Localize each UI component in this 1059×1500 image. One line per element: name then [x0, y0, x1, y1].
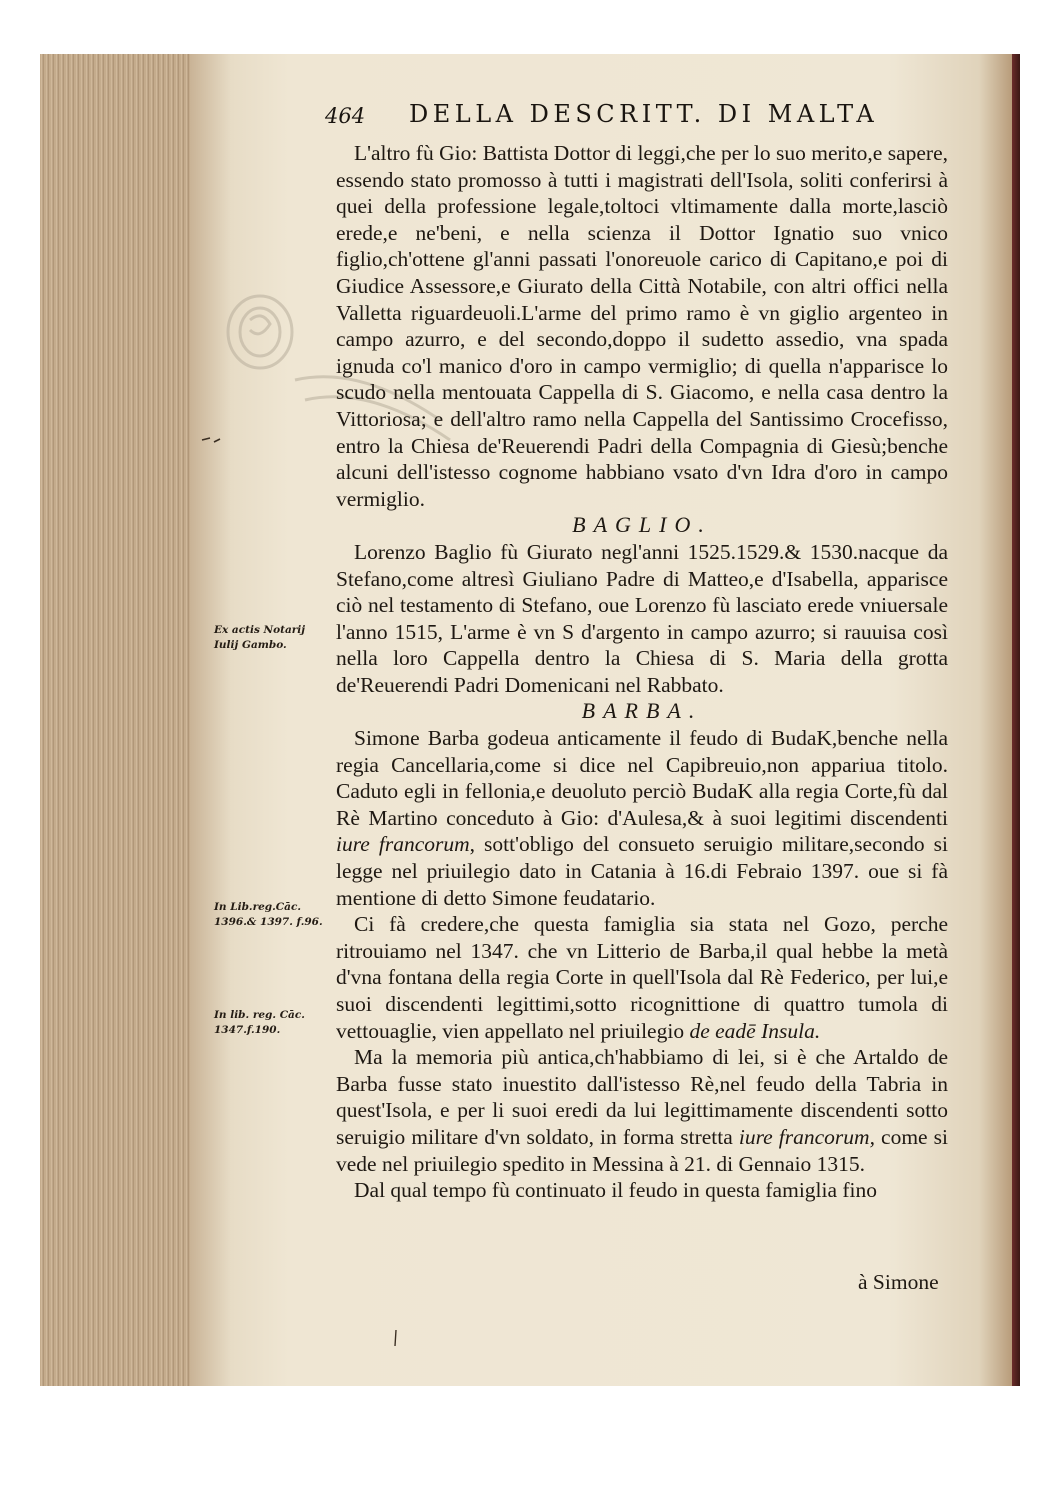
main-text: [336, 140, 948, 1204]
page-edges: [40, 54, 190, 1386]
paragraph-artaldo: [336, 1044, 948, 1177]
running-head: [325, 96, 925, 136]
pen-mark: [390, 1328, 402, 1350]
paragraph-lorenzo-baglio: Lorenzo Baglio fù Giurato negl'anni 1525.1529.& 1530.nacque da Stefano,come altresì Giuliano Padre di Matteo,e d'Isabella, apparisce ciò nel testamento di Stefano, oue Lorenzo fù lasciato erede vniuersale l'anno 1515, L'arme è vn S d'argento in campo azurro; si rauuisa così nella loro Cappella dentro la Chiesa di S. Maria della grotta de'Reuerendi Padri Domenicani nel Rabbato.: [336, 539, 948, 697]
running-title: DELLA DESCRITT. DI MALTA: [409, 100, 879, 128]
pen-mark: [200, 430, 230, 450]
margin-note: In Lib.reg.Cāc. 1396.& 1397. f.96.: [214, 901, 323, 928]
page-number: 464: [325, 104, 366, 128]
book-cover-edge: [1012, 54, 1020, 1386]
paragraph-gio-battista: L'altro fù Gio: Battista Dottor di leggi,che per lo suo merito,e sapere, essendo stato promosso à tutti i magistrati dell'Isola, soliti conferirsi à quei della professione legale,toltoci vltimamente dalla morte,lasciò erede,e ne'beni, e nella scienza il Dottor Ignatio suo vnico figlio,ch'ottene gl'anni passati l'onoreuole carico di Capitano,e poi di Giudice Assessore,e Giurato della Città Notabile, con altri offici nella Valletta riguardeuoli.L'arme del primo ramo è vn giglio argenteo in campo azurro, e del secondo,doppo il sudetto assedio, vna spada ignuda co'l manico d'oro in campo vermiglio; di quella n'apparisce lo scudo nella mentouata Cappella di S. Giacomo, e nella casa dentro la Vittoriosa; e dell'altro ramo nella Cappella del Santissimo Crocefisso, entro la Chiesa de'Reuerendi Padri della Compagnia di Giesù;benche alcuni dell'istesso cognome habbiano vsato d'vn Idra d'oro in campo vermiglio.: [336, 141, 948, 511]
paragraph-simone-barba: [336, 725, 948, 911]
paragraph-gozo: [336, 911, 948, 1044]
margin-note: Ex actis Notarij Iulij Gambo.: [214, 624, 306, 651]
text: come si vede nel priuilegio spedito in Messina à 21. di Gennaio 1315.: [336, 1124, 949, 1176]
heading-barba: BARBA.: [581, 698, 703, 724]
text: Ci fà credere,che questa famiglia sia stata nel Gozo, perche ritrouiamo nel 1347. che vn Litterio de Barba,il qual hebbe la metà d'vna fontana della regia Corte in quell'Isola dal Rè Federico, per lui,e suoi discendenti legittimi,sotto ricognittione di quattro tumola di vettouaglie, vien appellato nel priuilegio: [336, 912, 948, 1043]
text: Simone Barba godeua anticamente il feudo di BudaK,benche nella regia Cancellaria,come si dice nel Capibreuio,non appariua titolo. Caduto egli in fellonia,e deuoluto perciò BudaK alla regia Corte,fù dal Rè Martino conceduto à Gio: d'Aulesa,& à suoi legitimi discendenti: [336, 726, 948, 830]
margin-note: In lib. reg. Cāc. 1347.f.190.: [214, 1009, 305, 1036]
latin-phrase: de eadē Insula.: [689, 1018, 821, 1043]
paragraph-feudo: Dal qual tempo fù continuato il feudo in questa famiglia fino: [354, 1178, 878, 1203]
text: , sott'obligo del consueto seruigio militare,secondo si legge nel priuilegio dato in Catania à 16.di Febraio 1397. oue si fà mentione di detto Simone feudatario.: [336, 832, 948, 910]
text: Ma la memoria più antica,ch'habbiamo di lei, si è che Artaldo de Barba fusse stato inuestito dall'istesso Rè,nel feudo della Tabria in quest'Isola, e per li suoi eredi da lui legittimamente discendenti sotto seruigio militare d'vn soldato, in forma stretta: [336, 1045, 948, 1149]
latin-phrase: iure francorum,: [738, 1124, 875, 1149]
catchword: à Simone: [858, 1270, 939, 1294]
heading-baglio: BAGLIO.: [572, 512, 712, 538]
latin-phrase: iure francorum: [336, 832, 470, 857]
